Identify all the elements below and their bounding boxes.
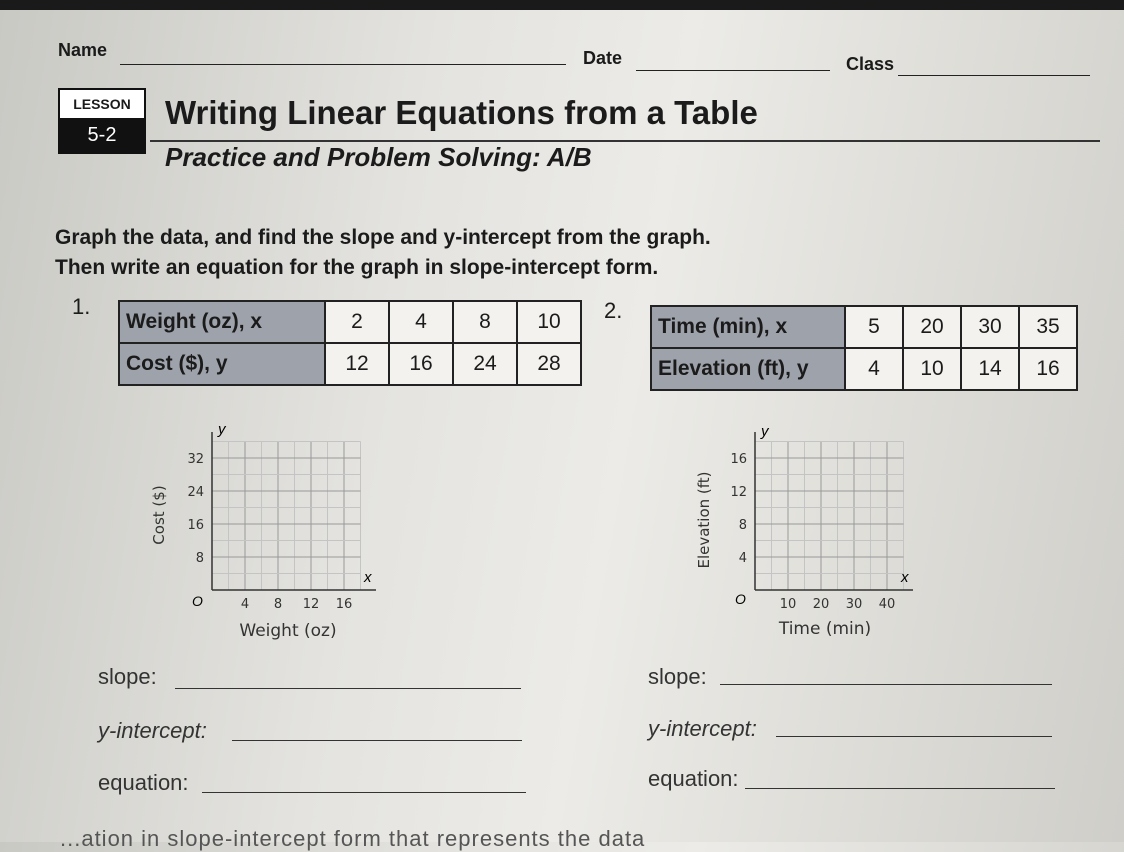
problem-2-table xyxy=(650,305,1078,391)
graph-1-y-letter: y xyxy=(218,421,226,438)
problem-2-number: 2. xyxy=(604,298,623,323)
table-cell: 16 xyxy=(389,343,453,385)
graph-1[interactable] xyxy=(140,420,390,650)
p2-equation-label: equation: xyxy=(648,766,739,791)
date-label: Date xyxy=(583,48,623,68)
table-row xyxy=(119,343,581,385)
x-tick-label: 16 xyxy=(335,597,353,612)
name-field[interactable] xyxy=(120,64,566,65)
x-tick-label: 20 xyxy=(812,597,830,612)
x-tick-label: 10 xyxy=(779,597,797,612)
y-tick-label: 16 xyxy=(187,518,204,533)
p2-intercept-field[interactable] xyxy=(776,736,1052,737)
table-cell: 20 xyxy=(903,306,961,348)
p2-slope-field[interactable] xyxy=(720,684,1052,685)
table-cell: 24 xyxy=(453,343,517,385)
graph-2-y-letter: y xyxy=(761,423,769,440)
table-cell: 16 xyxy=(1019,348,1077,390)
p1-slope-label: slope: xyxy=(98,664,157,689)
p1-intercept-field[interactable] xyxy=(232,740,522,741)
graph-2-origin: O xyxy=(735,591,746,607)
p2-intercept-label: y-intercept: xyxy=(648,716,757,741)
page-title: Writing Linear Equations from a Table xyxy=(165,94,758,131)
table-cell: 12 xyxy=(325,343,389,385)
p2-equation-field[interactable] xyxy=(745,788,1055,789)
graph-2-y-label: Elevation (ft) xyxy=(695,471,713,569)
graph-1-y-label: Cost ($) xyxy=(150,485,168,545)
graph-1-x-letter: x xyxy=(364,569,372,586)
table-cell: 10 xyxy=(517,301,581,343)
x-tick-label: 12 xyxy=(302,597,320,612)
table-cell: 4 xyxy=(389,301,453,343)
page-subtitle: Practice and Problem Solving: A/B xyxy=(165,142,592,172)
lesson-label: LESSON xyxy=(60,90,144,118)
instructions-line-2: Then write an equation for the graph in slope-intercept form. xyxy=(55,256,659,279)
table-row xyxy=(651,348,1077,390)
graph-1-origin: O xyxy=(192,593,203,609)
name-label: Name xyxy=(58,40,108,60)
top-edge xyxy=(0,0,1124,10)
problem-1-number: 1. xyxy=(72,294,91,319)
table-cell: 2 xyxy=(325,301,389,343)
x-tick-label: 30 xyxy=(845,597,863,612)
x-tick-label: 8 xyxy=(273,597,283,612)
p1-slope-field[interactable] xyxy=(175,688,521,689)
table-cell: 4 xyxy=(845,348,903,390)
row-label: Cost ($), y xyxy=(119,343,325,385)
class-label: Class xyxy=(846,54,895,74)
p1-equation-label: equation: xyxy=(98,770,189,795)
class-field[interactable] xyxy=(898,75,1090,76)
graph-2-x-label: Time (min) xyxy=(778,619,872,639)
p1-equation-field[interactable] xyxy=(202,792,526,793)
table-cell: 30 xyxy=(961,306,1019,348)
table-cell: 14 xyxy=(961,348,1019,390)
table-cell: 28 xyxy=(517,343,581,385)
table-cell: 5 xyxy=(845,306,903,348)
lesson-number: 5-2 xyxy=(60,118,144,152)
date-field[interactable] xyxy=(636,70,830,71)
problem-1-table xyxy=(118,300,582,386)
table-cell: 35 xyxy=(1019,306,1077,348)
row-label: Time (min), x xyxy=(651,306,845,348)
table-row xyxy=(651,306,1077,348)
y-tick-label: 12 xyxy=(730,485,747,500)
cut-off-next-instruction: ...ation in slope-intercept form that represents the data xyxy=(60,826,646,851)
graph-1-x-label: Weight (oz) xyxy=(239,621,337,641)
x-tick-label: 4 xyxy=(240,597,250,612)
y-tick-label: 4 xyxy=(738,551,747,566)
y-tick-label: 8 xyxy=(195,551,204,566)
p2-slope-label: slope: xyxy=(648,664,707,689)
table-cell: 10 xyxy=(903,348,961,390)
table-row xyxy=(119,301,581,343)
graph-2[interactable] xyxy=(685,420,935,650)
row-label: Elevation (ft), y xyxy=(651,348,845,390)
graph-1-grid xyxy=(212,442,361,591)
row-label: Weight (oz), x xyxy=(119,301,325,343)
y-tick-label: 32 xyxy=(187,452,204,467)
y-tick-label: 16 xyxy=(730,452,747,467)
y-tick-label: 8 xyxy=(738,518,747,533)
y-tick-label: 24 xyxy=(187,485,204,500)
graph-2-grid xyxy=(755,442,904,591)
instructions-line-1: Graph the data, and find the slope and y-intercept from the graph. xyxy=(55,226,711,249)
lesson-badge xyxy=(58,88,146,154)
table-cell: 8 xyxy=(453,301,517,343)
p1-intercept-label: y-intercept: xyxy=(98,718,207,743)
graph-2-x-letter: x xyxy=(901,569,909,586)
x-tick-label: 40 xyxy=(878,597,896,612)
